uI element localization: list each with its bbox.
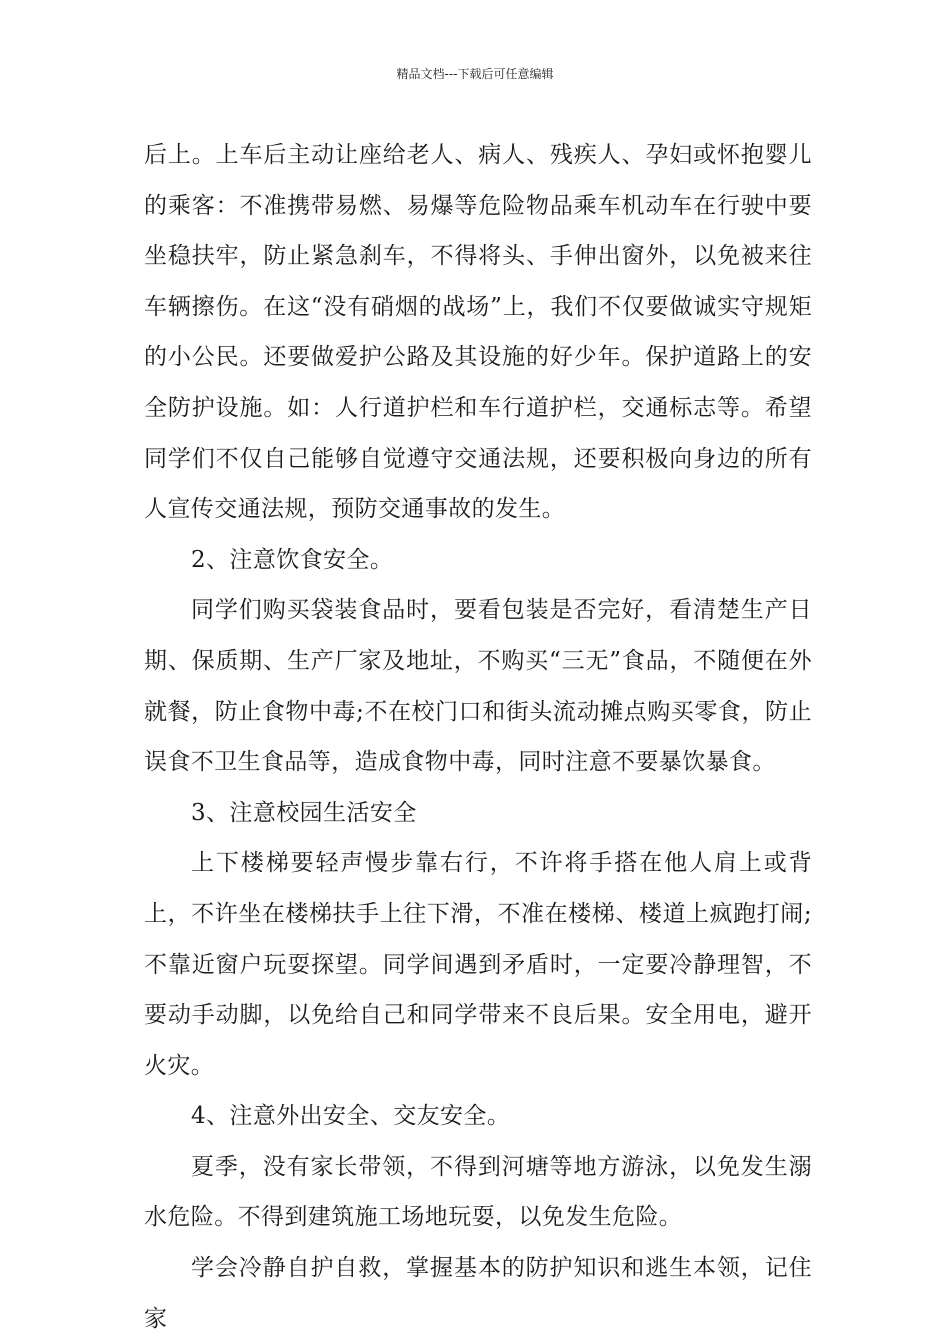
section-heading-campus-safety: 3、注意校园生活安全 bbox=[191, 799, 417, 826]
paragraph-outing-safety: 夏季，没有家长带领，不得到河塘等地方游泳，以免发生溺水危险。不得到建筑施工场地玩耍，以免发生危险。 bbox=[144, 1153, 812, 1231]
section-heading-outing-safety: 4、注意外出安全、交友安全。 bbox=[191, 1103, 511, 1130]
paragraph-continuation: 后上。上车后主动让座给老人、病人、残疾人、孕妇或怀抱婴儿的乘客：不准携带易燃、易爆等危险物品乘车机动车在行驶中要坐稳扶牢，防止紧急刹车，不得将头、手伸出窗外，以免被来往车辆擦伤。在这“没有硝烟的战场”上，我们不仅要做诚实守规矩的小公民。还要做爱护公路及其设施的好少年。保护道路上的安全防护设施。如：人行道护栏和车行道护栏，交通标志等。希望同学们不仅自己能够自觉遵守交通法规，还要积极向身边的所有人宣传交通法规，预防交通事故的发生。 bbox=[144, 142, 812, 523]
document-body bbox=[144, 130, 812, 1344]
section-heading-food-safety: 2、注意饮食安全。 bbox=[191, 546, 394, 573]
paragraph-self-rescue: 学会冷静自护自救，掌握基本的防护知识和逃生本领，记住家 bbox=[144, 1255, 812, 1332]
page-header: 精品文档---下载后可任意编辑 bbox=[396, 67, 554, 81]
paragraph-campus-safety: 上下楼梯要轻声慢步靠右行，不许将手搭在他人肩上或背上，不许坐在楼梯扶手上往下滑，不准在楼梯、楼道上疯跑打闹;不靠近窗户玩耍探望。同学间遇到矛盾时，一定要冷静理智，不要动手动脚，以免给自己和同学带来不良后果。安全用电，避开火灾。 bbox=[144, 850, 812, 1079]
paragraph-food-safety: 同学们购买袋装食品时，要看包装是否完好，看清楚生产日期、保质期、生产厂家及地址，不购买“三无”食品，不随便在外就餐，防止食物中毒;不在校门口和街头流动摊点购买零食，防止误食不卫生食品等，造成食物中毒，同时注意不要暴饮暴食。 bbox=[144, 597, 812, 776]
